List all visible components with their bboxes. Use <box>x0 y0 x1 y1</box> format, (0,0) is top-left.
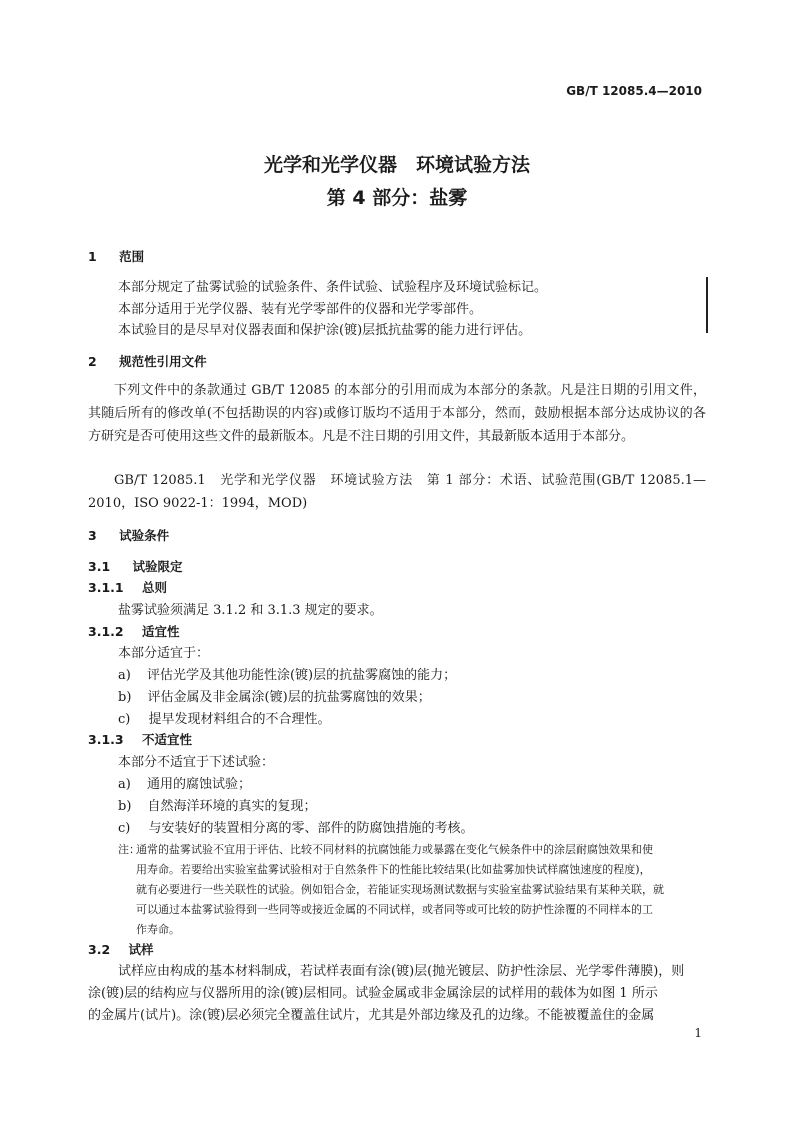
unsuitability-intro: 本部分不适宜于下述试验： <box>118 755 275 770</box>
list-item <box>118 817 474 836</box>
section-title: 试样 <box>128 942 154 957</box>
scope-paragraph-3: 本试验目的是尽早对仪器表面和保护涂(镀)层抵抗盐雾的能力进行评估。 <box>118 323 532 338</box>
subsection-3-1-1-heading <box>88 578 167 596</box>
change-bar <box>706 277 708 333</box>
subsection-3-1-3-heading <box>88 730 192 748</box>
list-marker: a) <box>118 777 131 792</box>
section-title: 试验限定 <box>132 559 183 574</box>
list-item <box>118 664 456 683</box>
note-line: 通常的盐雾试验不宜用于评估、比较不同材料的抗腐蚀能力或暴露在变化气候条件中的涂层耐腐蚀效果和使 <box>136 843 653 856</box>
standard-number: GB/T 12085.4—2010 <box>566 84 702 98</box>
list-text: 提早发现材料组合的不合理性。 <box>148 712 331 727</box>
section-number: 3.1.1 <box>88 580 124 595</box>
section-title: 试验条件 <box>119 528 170 543</box>
section-number: 3.1.3 <box>88 732 124 747</box>
list-marker: b) <box>118 799 132 814</box>
section-title: 范围 <box>119 249 145 264</box>
section-number: 3.1.2 <box>88 624 124 639</box>
scope-paragraph-2: 本部分适用于光学仪器、装有光学零部件的仪器和光学零部件。 <box>118 302 483 317</box>
list-item <box>118 686 431 705</box>
note-line: 作寿命。 <box>136 923 180 936</box>
note-line: 就有必要进行一些关联性的试验。例如铝合金，若能证实现场测试数据与实验室盐雾试验结果有某种关联，就 <box>136 883 664 896</box>
section-number: 3.1 <box>88 559 111 574</box>
subsection-3-1-heading <box>88 557 183 575</box>
list-item <box>118 708 331 727</box>
specimen-paragraph-line: 试样应由构成的基本材料制成，若试样表面有涂(镀)层(抛光镀层、防护性涂层、光学零件薄膜)，则 <box>118 964 685 979</box>
list-item <box>118 773 251 792</box>
note-line: 可以通过本盐雾试验得到一些同等或接近金属的不同试样，或者同等或可比较的防护性涂覆的不同样本的工 <box>136 903 653 916</box>
section-number: 2 <box>88 354 97 369</box>
list-text: 自然海洋环境的真实的复现； <box>147 799 317 814</box>
section-title: 适宜性 <box>141 624 180 639</box>
general-paragraph: 盐雾试验须满足 3.1.2 和 3.1.3 规定的要求。 <box>118 603 383 618</box>
subsection-3-1-2-heading <box>88 622 179 640</box>
section-2-heading <box>88 352 207 370</box>
list-marker: a) <box>118 668 131 683</box>
note-label: 注： <box>118 843 140 856</box>
section-title: 总则 <box>141 580 167 595</box>
section-number: 3 <box>88 528 97 543</box>
subsection-3-2-heading <box>88 940 154 958</box>
list-marker: c) <box>118 712 131 727</box>
list-text: 评估金属及非金属涂(镀)层的抗盐雾腐蚀的效果； <box>147 690 431 705</box>
section-1-heading <box>88 247 144 265</box>
list-marker: b) <box>118 690 132 705</box>
section-title: 规范性引用文件 <box>119 354 207 369</box>
section-3-heading <box>88 526 169 544</box>
normative-reference-entry: GB/T 12085.1 光学和光学仪器 环境试验方法 第 1 部分：术语、试验范围(GB/T 12085.1—2010，ISO 9022-1：1994，MOD) <box>88 473 706 511</box>
normative-references-paragraph: 下列文件中的条款通过 GB/T 12085 的本部分的引用而成为本部分的条款。凡是注日期的引用文件，其随后所有的修改单(不包括勘误的内容)或修订版均不适用于本部分，然而，鼓励根据本部分达成协议的各方研究是否可使用这些文件的最新版本。凡是不注日期的引用文件，其最新版本适用于本部分。 <box>88 383 706 444</box>
section-number: 1 <box>88 249 97 264</box>
list-text: 与安装好的装置相分离的零、部件的防腐蚀措施的考核。 <box>148 821 474 836</box>
list-text: 通用的腐蚀试验； <box>146 777 251 792</box>
page-number: 1 <box>694 1026 702 1040</box>
list-text: 评估光学及其他功能性涂(镀)层的抗盐雾腐蚀的能力； <box>146 668 457 683</box>
section-title: 不适宜性 <box>141 732 192 747</box>
specimen-paragraph-line: 涂(镀)层的结构应与仪器所用的涂(镀)层相同。试验金属或非金属涂层的试样用的载体为如图 1 所示 <box>88 986 658 1001</box>
note-line: 用寿命。若要给出实验室盐雾试验相对于自然条件下的性能比较结果(比如盐雾加快试样腐蚀速度的程度)， <box>136 863 651 876</box>
specimen-paragraph-line: 的金属片(试片)。涂(镀)层必须完全覆盖住试片，尤其是外部边缘及孔的边缘。不能被覆盖住的金属 <box>88 1008 655 1023</box>
list-item <box>118 795 317 814</box>
list-marker: c) <box>118 821 131 836</box>
scope-paragraph-1: 本部分规定了盐雾试验的试验条件、条件试验、试验程序及环境试验标记。 <box>118 280 548 295</box>
section-number: 3.2 <box>88 942 111 957</box>
suitability-intro: 本部分适宜于： <box>118 646 210 661</box>
document-subtitle: 第 4 部分：盐雾 <box>326 187 468 209</box>
document-title: 光学和光学仪器 环境试验方法 <box>263 154 530 176</box>
